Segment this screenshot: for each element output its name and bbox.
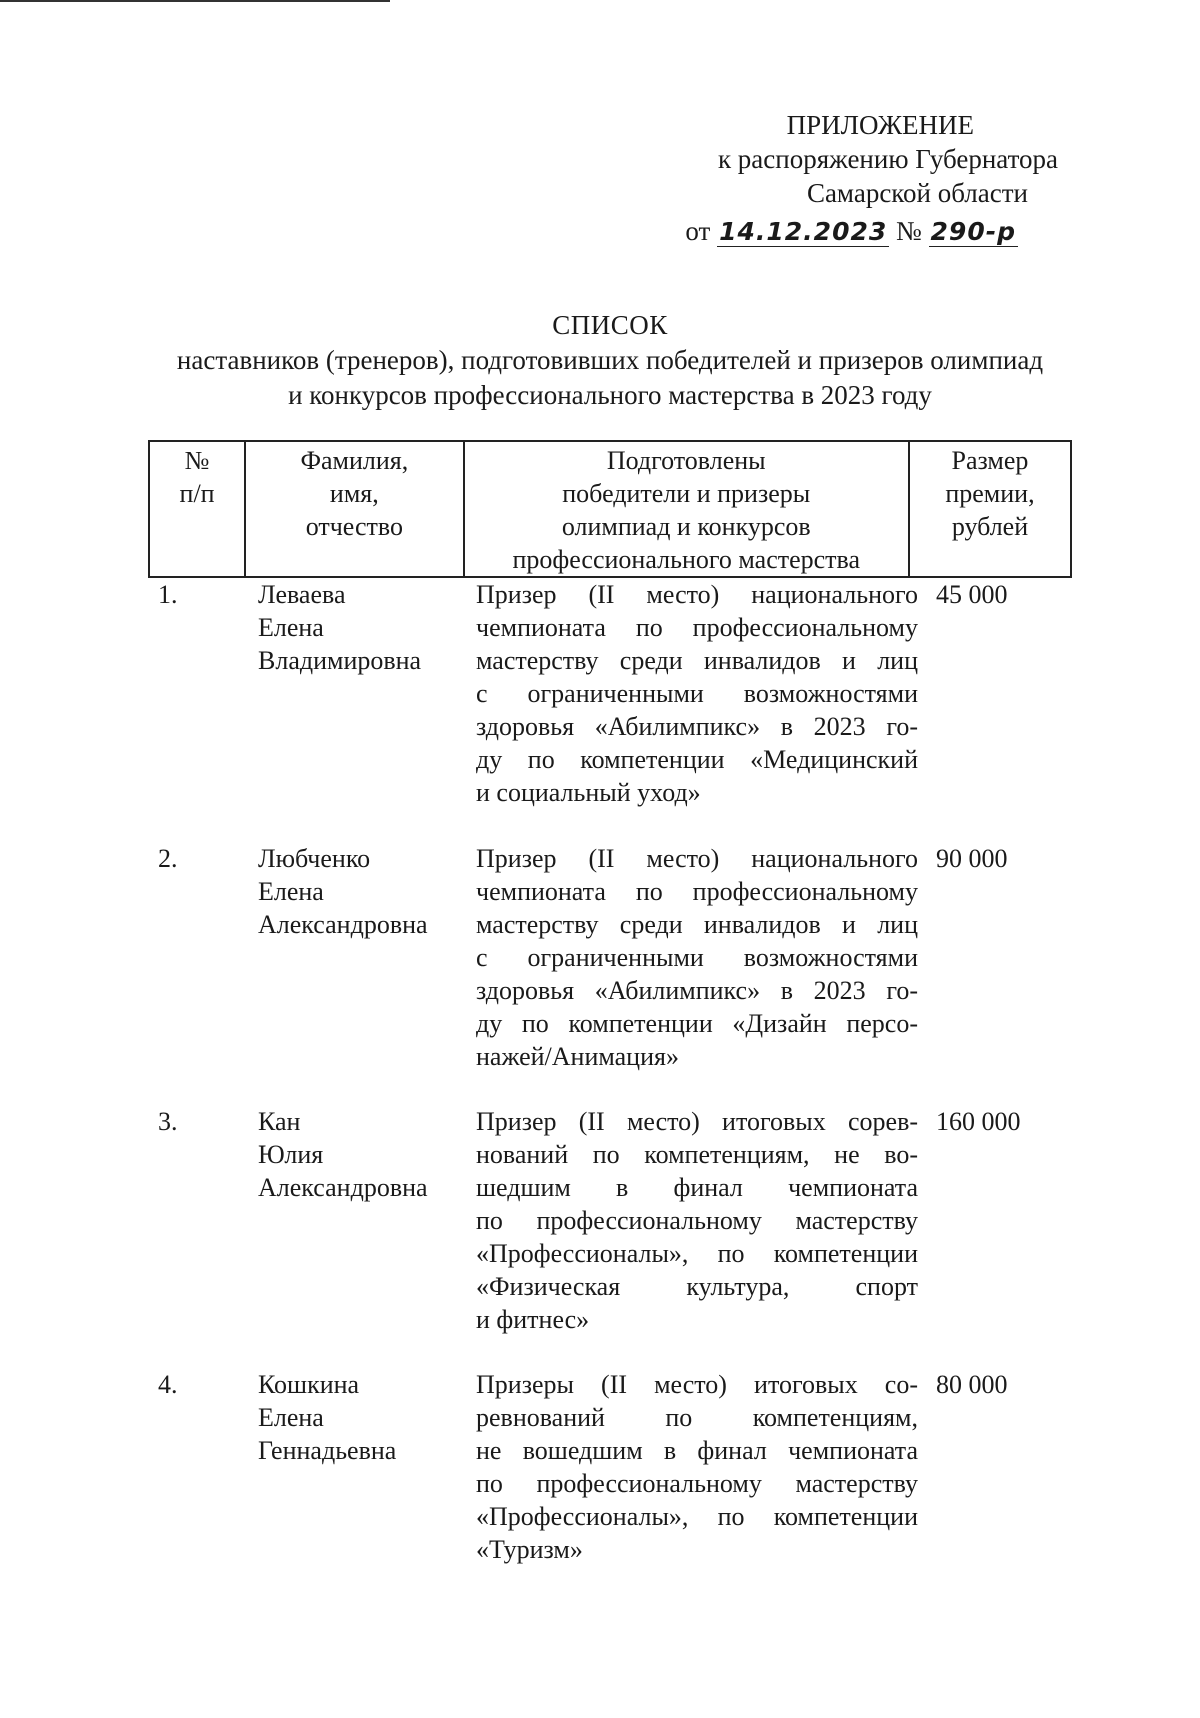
row-number: 1.	[158, 580, 178, 609]
number-handwritten: 290-р	[930, 217, 1016, 246]
date-handwritten: 14.12.2023	[719, 217, 888, 246]
row-description: Призер (II место) итоговых сорев- нований по компетенциям, не во- шедшим в финал чемпионата по профессиональному мастерству «Профессионалы», по компетенции «Физическая культура, спорт и фитнес»	[476, 1107, 918, 1334]
appendix-region-line: Самарской области	[806, 178, 1028, 208]
appendix-decree-line: к распоряжению Губернатора	[717, 144, 1058, 174]
row-name: Кан Юлия Александровна	[258, 1107, 428, 1202]
row-description: Призеры (II место) итоговых со- ревнований по компетенциям, не вошедшим в финал чемпионата по профессиональному мастерству «Профессионалы», по компетенции «Туризм»	[476, 1370, 918, 1564]
date-prefix: от	[685, 216, 711, 246]
row-description: Призер (II место) национального чемпионата по профессиональному мастерству среди инвалидов и лиц с ограниченными возможностями здоровья «Абилимпикс» в 2023 го- ду по компетенции «Медицинский и социальный уход»	[476, 580, 918, 807]
appendix-block	[658, 108, 1058, 249]
top-border-line	[0, 0, 390, 2]
table-header	[148, 440, 1072, 578]
document-subtitle-line-2: и конкурсов профессионального мастерства в 2023 году	[288, 380, 932, 410]
row-name: Любченко Елена Александровна	[258, 844, 428, 939]
row-amount: 160 000	[936, 1107, 1021, 1136]
number-prefix: №	[896, 216, 922, 246]
document-title: СПИСОК	[552, 310, 668, 340]
document-subtitle-line-1: наставников (тренеров), подготовивших победителей и призеров олимпиад	[176, 345, 1044, 375]
row-name: Леваева Елена Владимировна	[258, 580, 422, 675]
document-heading	[140, 308, 1080, 413]
row-number: 4.	[158, 1370, 178, 1399]
row-description: Призер (II место) национального чемпионата по профессиональному мастерству среди инвалидов и лиц с ограниченными возможностями здоровья «Абилимпикс» в 2023 го- ду по компетенции «Дизайн персо- нажей/Анимация»	[476, 844, 918, 1071]
header-number: № п/п	[149, 441, 245, 577]
header-achievements: Подготовлены победители и призеры олимпиад и конкурсов профессионального мастерства	[464, 441, 909, 577]
row-amount: 45 000	[936, 580, 1008, 609]
row-amount: 90 000	[936, 844, 1008, 873]
row-number: 2.	[158, 844, 178, 873]
row-number: 3.	[158, 1107, 178, 1136]
row-name: Кошкина Елена Геннадьевна	[258, 1370, 397, 1465]
appendix-title: ПРИЛОЖЕНИЕ	[786, 110, 974, 140]
header-name: Фамилия, имя, отчество	[245, 441, 463, 577]
row-amount: 80 000	[936, 1370, 1008, 1399]
appendix-date-line	[658, 214, 1018, 249]
header-award: Размер премии, рублей	[909, 441, 1071, 577]
